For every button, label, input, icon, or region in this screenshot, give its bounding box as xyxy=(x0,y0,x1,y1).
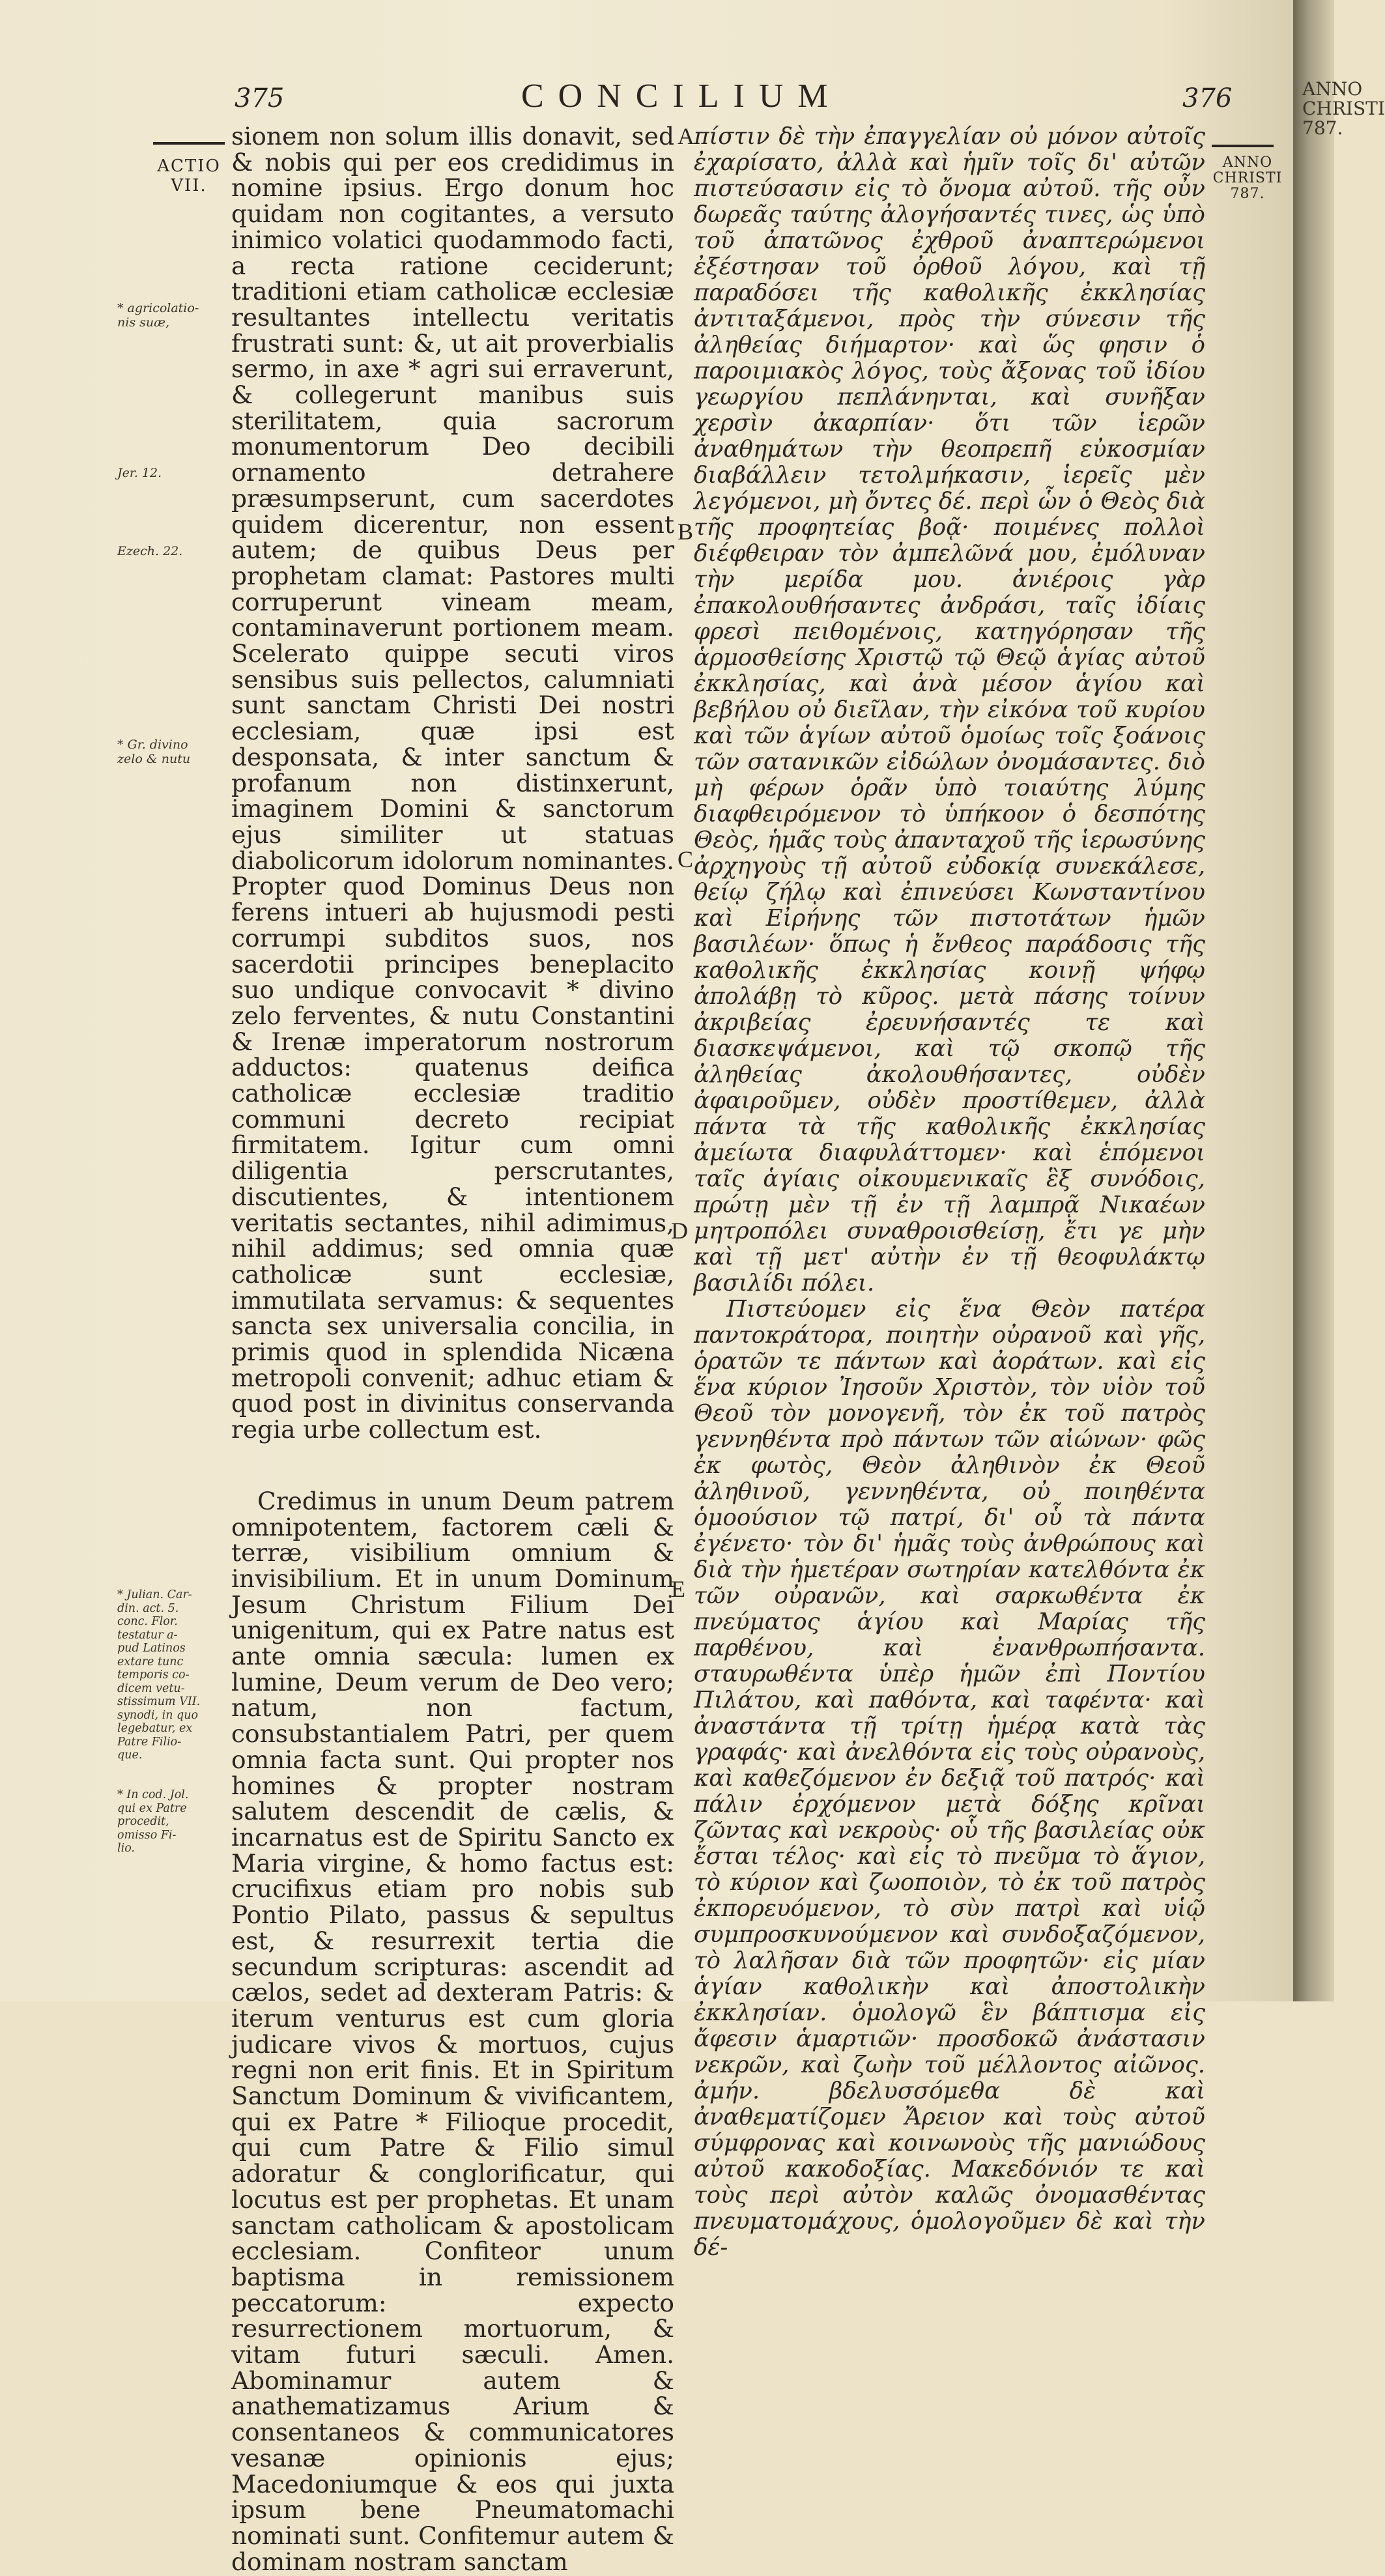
anno-year: 787. xyxy=(1230,186,1265,202)
greek-paragraph-1: πίστιν δὲ τὴν ἐπαγγελίαν οὐ μόνον αὐτοῖς ἐχαρίσατο, ἀλλὰ καὶ ἡμῖν τοῖς δι' αὐτῶν πιστεύσασιν εἰς τὸ ὄνομα αὐτοῦ. τῆς οὖν δωρεᾶς ταύτης ἀλογήσαντές τινες, ὡς ὑπὸ τοῦ ἀπατῶνος ἐχθροῦ ἀναπτερώμενοι ἐξέστησαν τοῦ ὀρθοῦ λόγου, καὶ τῇ παραδόσει τῆς καθολικῆς ἐκκλησίας ἀντιταξάμενοι, πρὸς τὴν σύνεσιν τῆς ἀληθείας διήμαρτον· καὶ ὥς φησιν ὁ παροιμιακὸς λόγος, τοὺς ἄξονας τοῦ ἰδίου γεωργίου πεπλάνηνται, καὶ συνῆξαν χερσὶν ἀκαρπίαν· ὅτι τῶν ἱερῶν ἀναθημάτων τὴν θεοπρεπῆ εὐκοσμίαν διαβάλλειν τετολμήκασιν, ἱερεῖς μὲν λεγόμενοι, μὴ ὄντες δέ. περὶ ὧν ὁ Θεὸς διὰ τῆς προφητείας βοᾷ· ποιμένες πολλοὶ διέφθειραν τὸν ἀμπελῶνά μου, ἐμόλυναν τὴν μερίδα μου. ἀνιέροις γὰρ ἐπακολουθήσαντες ἀνδράσι, ταῖς ἰδίαις φρεσὶ πειθομένοις, κατηγόρησαν τῆς ἁρμοσθείσης Χριστῷ τῷ Θεῷ ἁγίας αὐτοῦ ἐκκλησίας, καὶ ἀνὰ μέσον ἁγίου καὶ βεβήλου οὐ διεῖλαν, τὴν εἰκόνα τοῦ κυρίου καὶ τῶν ἁγίων αὐτοῦ ὁμοίως τοῖς ξοάνοις τῶν σατανικῶν εἰδώλων ὀνομάσαντες. διὸ μὴ φέρων ὁρᾶν ὑπὸ τοιαύτης λύμης διαφθειρόμενον τὸ ὑπήκοον ὁ δεσπότης Θεὸς, ἡμᾶς τοὺς ἀπανταχοῦ τῆς ἱερωσύνης ἀρχηγοὺς τῇ αὐτοῦ εὐδοκίᾳ συνεκάλεσε, θείῳ ζήλῳ καὶ ἐπινεύσει Κωνσταντίνου καὶ Εἰρήνης τῶν πιστοτάτων ἡμῶν βασιλέων· ὅπως ἡ ἔνθεος παράδοσις τῆς καθολικῆς ἐκκλησίας κοινῇ ψήφῳ ἀπολάβῃ τὸ κῦρος. μετὰ πάσης τοίνυν ἀκριβείας ἐρευνήσαντές τε καὶ διασκεψάμενοι, καὶ τῷ σκοπῷ τῆς ἀληθείας ἀκολουθήσαντες, οὐδὲν ἀφαιροῦμεν, οὐδὲν προστίθεμεν, ἀλλὰ πάντα τὰ τῆς καθολικῆς ἐκκλησίας ἀμείωτα διαφυλάττομεν· καὶ ἑπόμενοι ταῖς ἁγίαις οἰκουμενικαῖς ἓξ συνόδοις, πρώτῃ μὲν τῇ ἐν τῇ λαμπρᾷ Νικαέων μητροπόλει συναθροισθείσῃ, ἔτι γε μὴν καὶ τῇ μετ' αὐτὴν ἐν τῇ θεοφυλάκτῳ βασιλίδι πόλει. xyxy=(694,123,1205,1296)
anno-line2: CHRISTI xyxy=(1212,170,1283,186)
margin-note-cod: * In cod. Jol. qui ex Patre procedit, omisso Fi- lio. xyxy=(117,1788,189,1855)
left-margin-rule xyxy=(153,142,225,145)
actio-line1: ACTIO xyxy=(157,156,221,176)
right-margin-rule xyxy=(1212,145,1274,147)
section-marker-d: D xyxy=(671,1218,688,1244)
section-marker-c: C xyxy=(678,846,694,872)
greek-column xyxy=(694,124,1205,2261)
margin-note-julian: * Julian. Car- din. act. 5. conc. Flor. testatur a- pud Latinos extare tunc temporis co- dicem vetu- stissimum VII. synodi, in quo legebatur, ex Patre Filio- que. xyxy=(117,1588,201,1762)
latin-creed-paragraph: Credimus in unum Deum patrem omnipotentem, factorem cæli & terræ, visibilium omnium & invisibilium. Et in unum Dominum Jesum Christum Filium Dei unigenitum, qui ex Patre natus est ante omnia sæcula: lumen ex lumine, Deum verum de Deo vero; natum, non factum, consubstantialem Patri, per quem omnia facta sunt. Qui propter nos homines & propter nostram salutem descendit de cælis, & incarnatus est de Spiritu Sancto ex Maria virgine, & homo factus est: crucifixus etiam pro nobis sub Pontio Pilato, passus & sepultus est, & resurrexit tertia die secundum scripturas: ascendit ad cælos, sedet ad dexteram Patris: & iterum venturus est cum gloria judicare vivos & mortuos, cujus regni non erit finis. Et in Spiritum Sanctum Dominum & vivificantem, qui ex Patre * Filioque procedit, qui cum Patre & Filio simul adoratur & conglorificatur, qui locutus est per prophetas. Et unam sanctam catholicam & apostolicam ecclesiam. Confiteor unum baptisma in remissionem peccatorum: expecto resurrectionem mortuorum, & vitam futuri sæculi. Amen. Abominamur autem & anathematizamus Arium & consentaneos & communicatores vesanæ opinionis ejus; Macedoniumque & eos qui juxta ipsum bene Pneumatomachi nominati sunt. Confitemur autem & dominam nostram sanctam xyxy=(231,1486,674,2576)
page-number-right: 376 xyxy=(1182,83,1233,113)
greek-creed-paragraph: Πιστεύομεν εἰς ἕνα Θεὸν πατέρα παντοκράτορα, ποιητὴν οὐρανοῦ καὶ γῆς, ὁρατῶν τε πάντων καὶ ἀοράτων. καὶ εἰς ἕνα κύριον Ἰησοῦν Χριστὸν, τὸν υἱὸν τοῦ Θεοῦ τὸν μονογενῆ, τὸν ἐκ τοῦ πατρὸς γεννηθέντα πρὸ πάντων τῶν αἰώνων· φῶς ἐκ φωτὸς, Θεὸν ἀληθινὸν ἐκ Θεοῦ ἀληθινοῦ, γεννηθέντα, οὐ ποιηθέντα ὁμοούσιον τῷ πατρί, δι' οὗ τὰ πάντα ἐγένετο· τὸν δι' ἡμᾶς τοὺς ἀνθρώπους καὶ διὰ τὴν ἡμετέραν σωτηρίαν κατελθόντα ἐκ τῶν οὐρανῶν, καὶ σαρκωθέντα ἐκ πνεύματος ἁγίου καὶ Μαρίας τῆς παρθένου, καὶ ἐνανθρωπήσαντα. σταυρωθέντα ὑπὲρ ἡμῶν ἐπὶ Ποντίου Πιλάτου, καὶ παθόντα, καὶ ταφέντα· καὶ ἀναστάντα τῇ τρίτῃ ἡμέρᾳ κατὰ τὰς γραφάς· καὶ ἀνελθόντα εἰς τοὺς οὐρανοὺς, καὶ καθεζόμενον ἐν δεξιᾷ τοῦ πατρός· καὶ πάλιν ἐρχόμενον μετὰ δόξης κρῖναι ζῶντας καὶ νεκροὺς· οὗ τῆς βασιλείας οὐκ ἔσται τέλος· καὶ εἰς τὸ πνεῦμα τὸ ἅγιον, τὸ κύριον καὶ ζωοποιὸν, τὸ ἐκ τοῦ πατρὸς ἐκπορευόμενον, τὸ σὺν πατρὶ καὶ υἱῷ συμπροσκυνούμενον καὶ συνδοξαζόμενον, τὸ λαλῆσαν διὰ τῶν προφητῶν· εἰς μίαν ἁγίαν καθολικὴν καὶ ἀποστολικὴν ἐκκλησίαν. ὁμολογῶ ἓν βάπτισμα εἰς ἄφεσιν ἁμαρτιῶν· προσδοκῶ ἀνάστασιν νεκρῶν, καὶ ζωὴν τοῦ μέλλοντος αἰῶνος. ἀμήν. βδελυσσόμεθα δὲ καὶ ἀναθεματίζομεν Ἄρειον καὶ τοὺς αὐτοῦ σύμφρονας καὶ κοινωνοὺς τῆς μανιώδους αὐτοῦ κακοδοξίας. Μακεδόνιόν τε καὶ τοὺς περὶ αὐτὸν καλῶς ὀνομασθέντας πνευματομάχους, ὁμολογοῦμεν δὲ καὶ τὴν δέ- xyxy=(694,1296,1205,2261)
next-page-fragment: ANNO xyxy=(1302,78,1363,100)
section-marker-a: A xyxy=(678,123,694,149)
page-title: CONCILIUM xyxy=(521,78,842,115)
section-marker-e: E xyxy=(671,1576,685,1602)
anno-label xyxy=(1212,155,1283,202)
margin-ref-jer: Jer. 12. xyxy=(117,466,162,480)
margin-note-gr: * Gr. divino zelo & nutu xyxy=(117,737,191,766)
actio-label xyxy=(143,156,235,195)
next-page-edge xyxy=(1293,0,1385,2001)
margin-ref-ezech: Ezech. 22. xyxy=(117,544,183,558)
page-number-left: 375 xyxy=(235,83,285,113)
latin-paragraph-1: sionem non solum illis donavit, sed & nobis qui per eos credidimus in nomine ipsius. Ergo donum hoc quidam non cogitantes, a versuto inimico volatici quodammodo facti, a recta ratione ceciderunt; traditioni etiam catholicæ ecclesiæ resultantes intellectu veritatis frustrati sunt: &, ut ait proverbialis sermo, in axe * agri sui erraverunt, & collegerunt manibus suis sterilitatem, quia sacrorum monumentorum Deo decibili ornamento detrahere præsumpserunt, cum sacerdotes quidem dicerentur, non essent autem; de quibus Deus per prophetam clamat: Pastores multi corruperunt vineam meam, contaminaverunt portionem meam. Scelerato quippe secuti viros sensibus suis pellectos, calumniati sunt sanctam Christi Dei nostri ecclesiam, quæ ipsi est desponsata, & inter sanctum & profanum non distinxerunt, imaginem Domini & sanctorum ejus similiter ut statuas diabolicorum idolorum nominantes. Propter quod Dominus Deus non ferens intueri ab hujusmodi pesti corrumpi subditos suos, nos sacerdotii principes beneplacito suo undique convocavit * divino zelo ferventes, & nutu Constantini & Irenæ imperatorum nostrorum adductos: quatenus deifica catholicæ ecclesiæ traditio communi decreto recipiat firmitatem. Igitur cum omni diligentia perscrutantes, discutientes, & intentionem veritatis sectantes, nihil adimimus, nihil addimus; sed omnia quæ catholicæ sunt ecclesiæ, immutilata servamus: & sequentes sancta sex universalia concilia, in primis quod in splendida Nicæna metropoli convenit; adhuc etiam & quod post in divinitus conservanda regia urbe collectum est. xyxy=(231,122,674,1444)
actio-line2: VII. xyxy=(171,176,207,195)
anno-line1: ANNO xyxy=(1222,154,1273,171)
next-page-fragment: 787. xyxy=(1302,117,1343,139)
next-page-fragment: CHRISTI xyxy=(1302,98,1385,119)
latin-column xyxy=(231,124,674,2575)
margin-note-agri: * agricolatio- nis suæ, xyxy=(117,301,199,330)
section-marker-b: B xyxy=(678,519,694,545)
